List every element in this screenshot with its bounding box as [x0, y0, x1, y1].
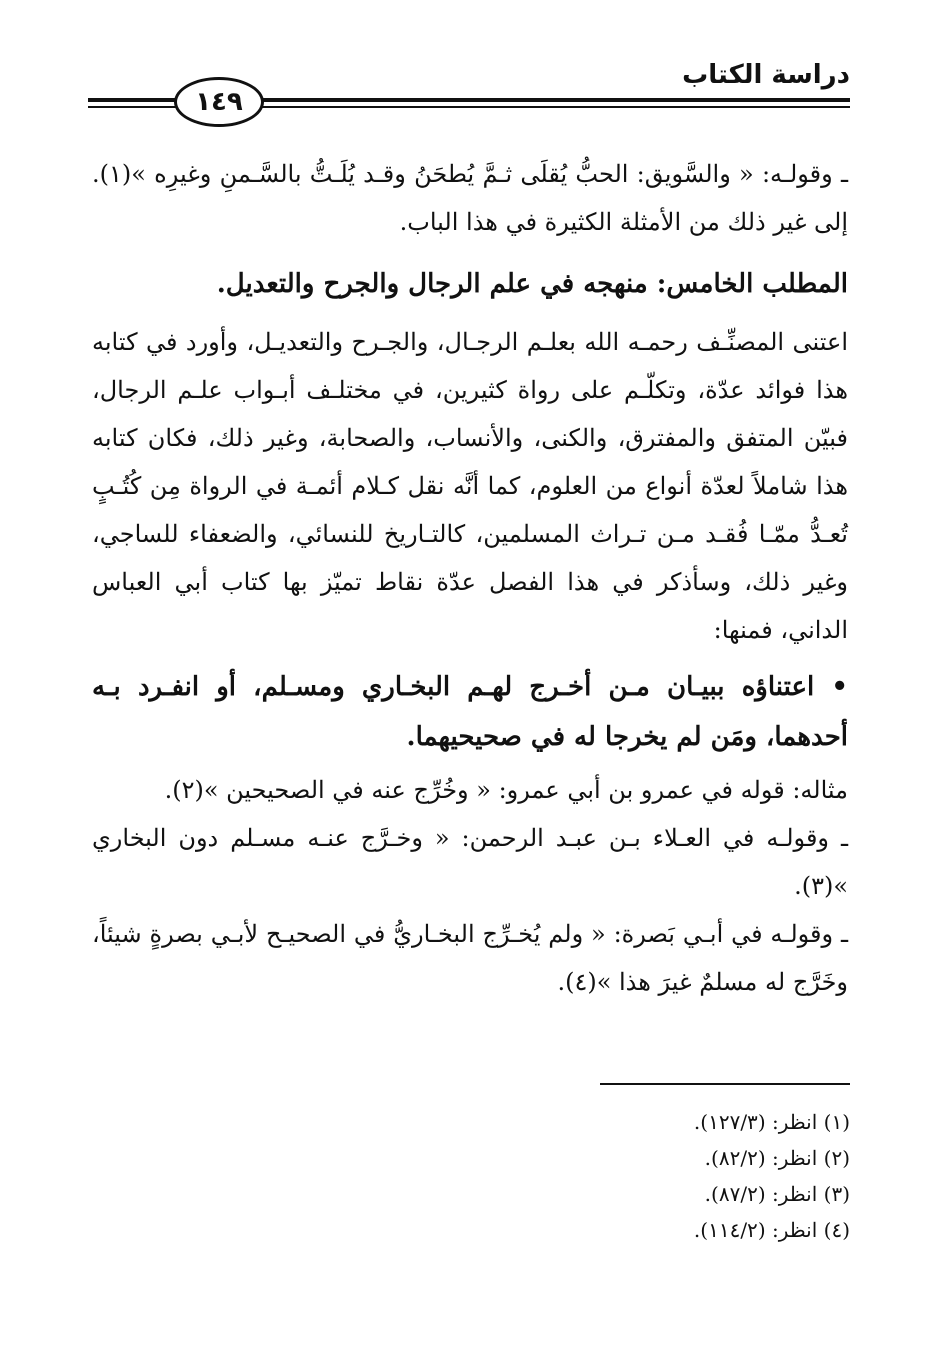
paragraph-example-basra: ـ وقولـه في أبـي بَصرة: « ولم يُخـرِّج البخـاريُّ في الصحيـح لأبـي بصرةٍ شيئاً، وخَرَّج له مسلمٌ غيرَ هذا »(٤). [92, 920, 848, 996]
footnote-3: (٣) انظر: (٨٧/٢). [704, 1182, 850, 1206]
footnotes [694, 1104, 850, 1248]
paragraph-example-amr: مثاله: قوله في عمرو بن أبي عمرو: « وخُرِّج عنه في الصحيحين »(٢). [164, 776, 848, 804]
page-header [88, 58, 850, 120]
footnote-separator [600, 1083, 850, 1085]
section-heading: المطلب الخامس: منهجه في علم الرجال والجرح والتعديل. [216, 269, 848, 299]
footnote-2: (٢) انظر: (٨٢/٢). [704, 1146, 850, 1170]
bullet-point-heading: • اعتناؤه ببيـان مـن أخـرج لهـم البخـاري ومسـلم، أو انفـرد بـه أحدهما، ومَن لم يخرجا له في صحيحيهما. [92, 672, 848, 752]
paragraph-example-ala: ـ وقولـه في العـلاء بـن عبـد الرحمن: « وخـرَّج عنـه مسـلم دون البخاري »(٣). [92, 824, 848, 900]
footnote-4: (٤) انظر: (١١٤/٢). [693, 1218, 850, 1242]
paragraph-rijal-intro: اعتنى المصنِّـف رحمـه الله بعلـم الرجـال، والجـرح والتعديـل، وأورد في كتابه هذا فوائد عدّة، وتكلّـم على رواة كثيرين، في مختلـف أبـواب علـم الرجال، فبيّن المتفق والمفترق، والكنى، والأنساب، والصحابة، وغير ذلك، فكان كتابه هذا شاملاً لعدّة أنواع من العلوم، كما أنَّه نقل كـلام أئمـة في الرواة مِن كُتُـبٍ تُعـدُّ ممّـا فُقـد مـن تـراث المسلمين، كالتـاريخ للنسائي، والضعفاء للساجي، وغير ذلك، وسأذكر في هذا الفصل عدّة نقاط تميّز بها كتاب أبي العباس الداني، فمنها: [92, 328, 849, 644]
footnote-1: (١) انظر: (١٢٧/٣). [693, 1110, 850, 1134]
page-number: ١٤٩ [174, 77, 264, 127]
page-body [92, 150, 848, 1006]
paragraph-sawiq-example: ـ وقولـه: « والسَّويق: الحبُّ يُقلَى ثـمَّ يُطحَنُ وقـد يُلَـتُّ بالسَّـمنِ وغيرِه »(١). إلى غير ذلك من الأمثلة الكثيرة في هذا الباب. [92, 160, 848, 236]
running-head-title: دراسة الكتاب [682, 60, 850, 90]
